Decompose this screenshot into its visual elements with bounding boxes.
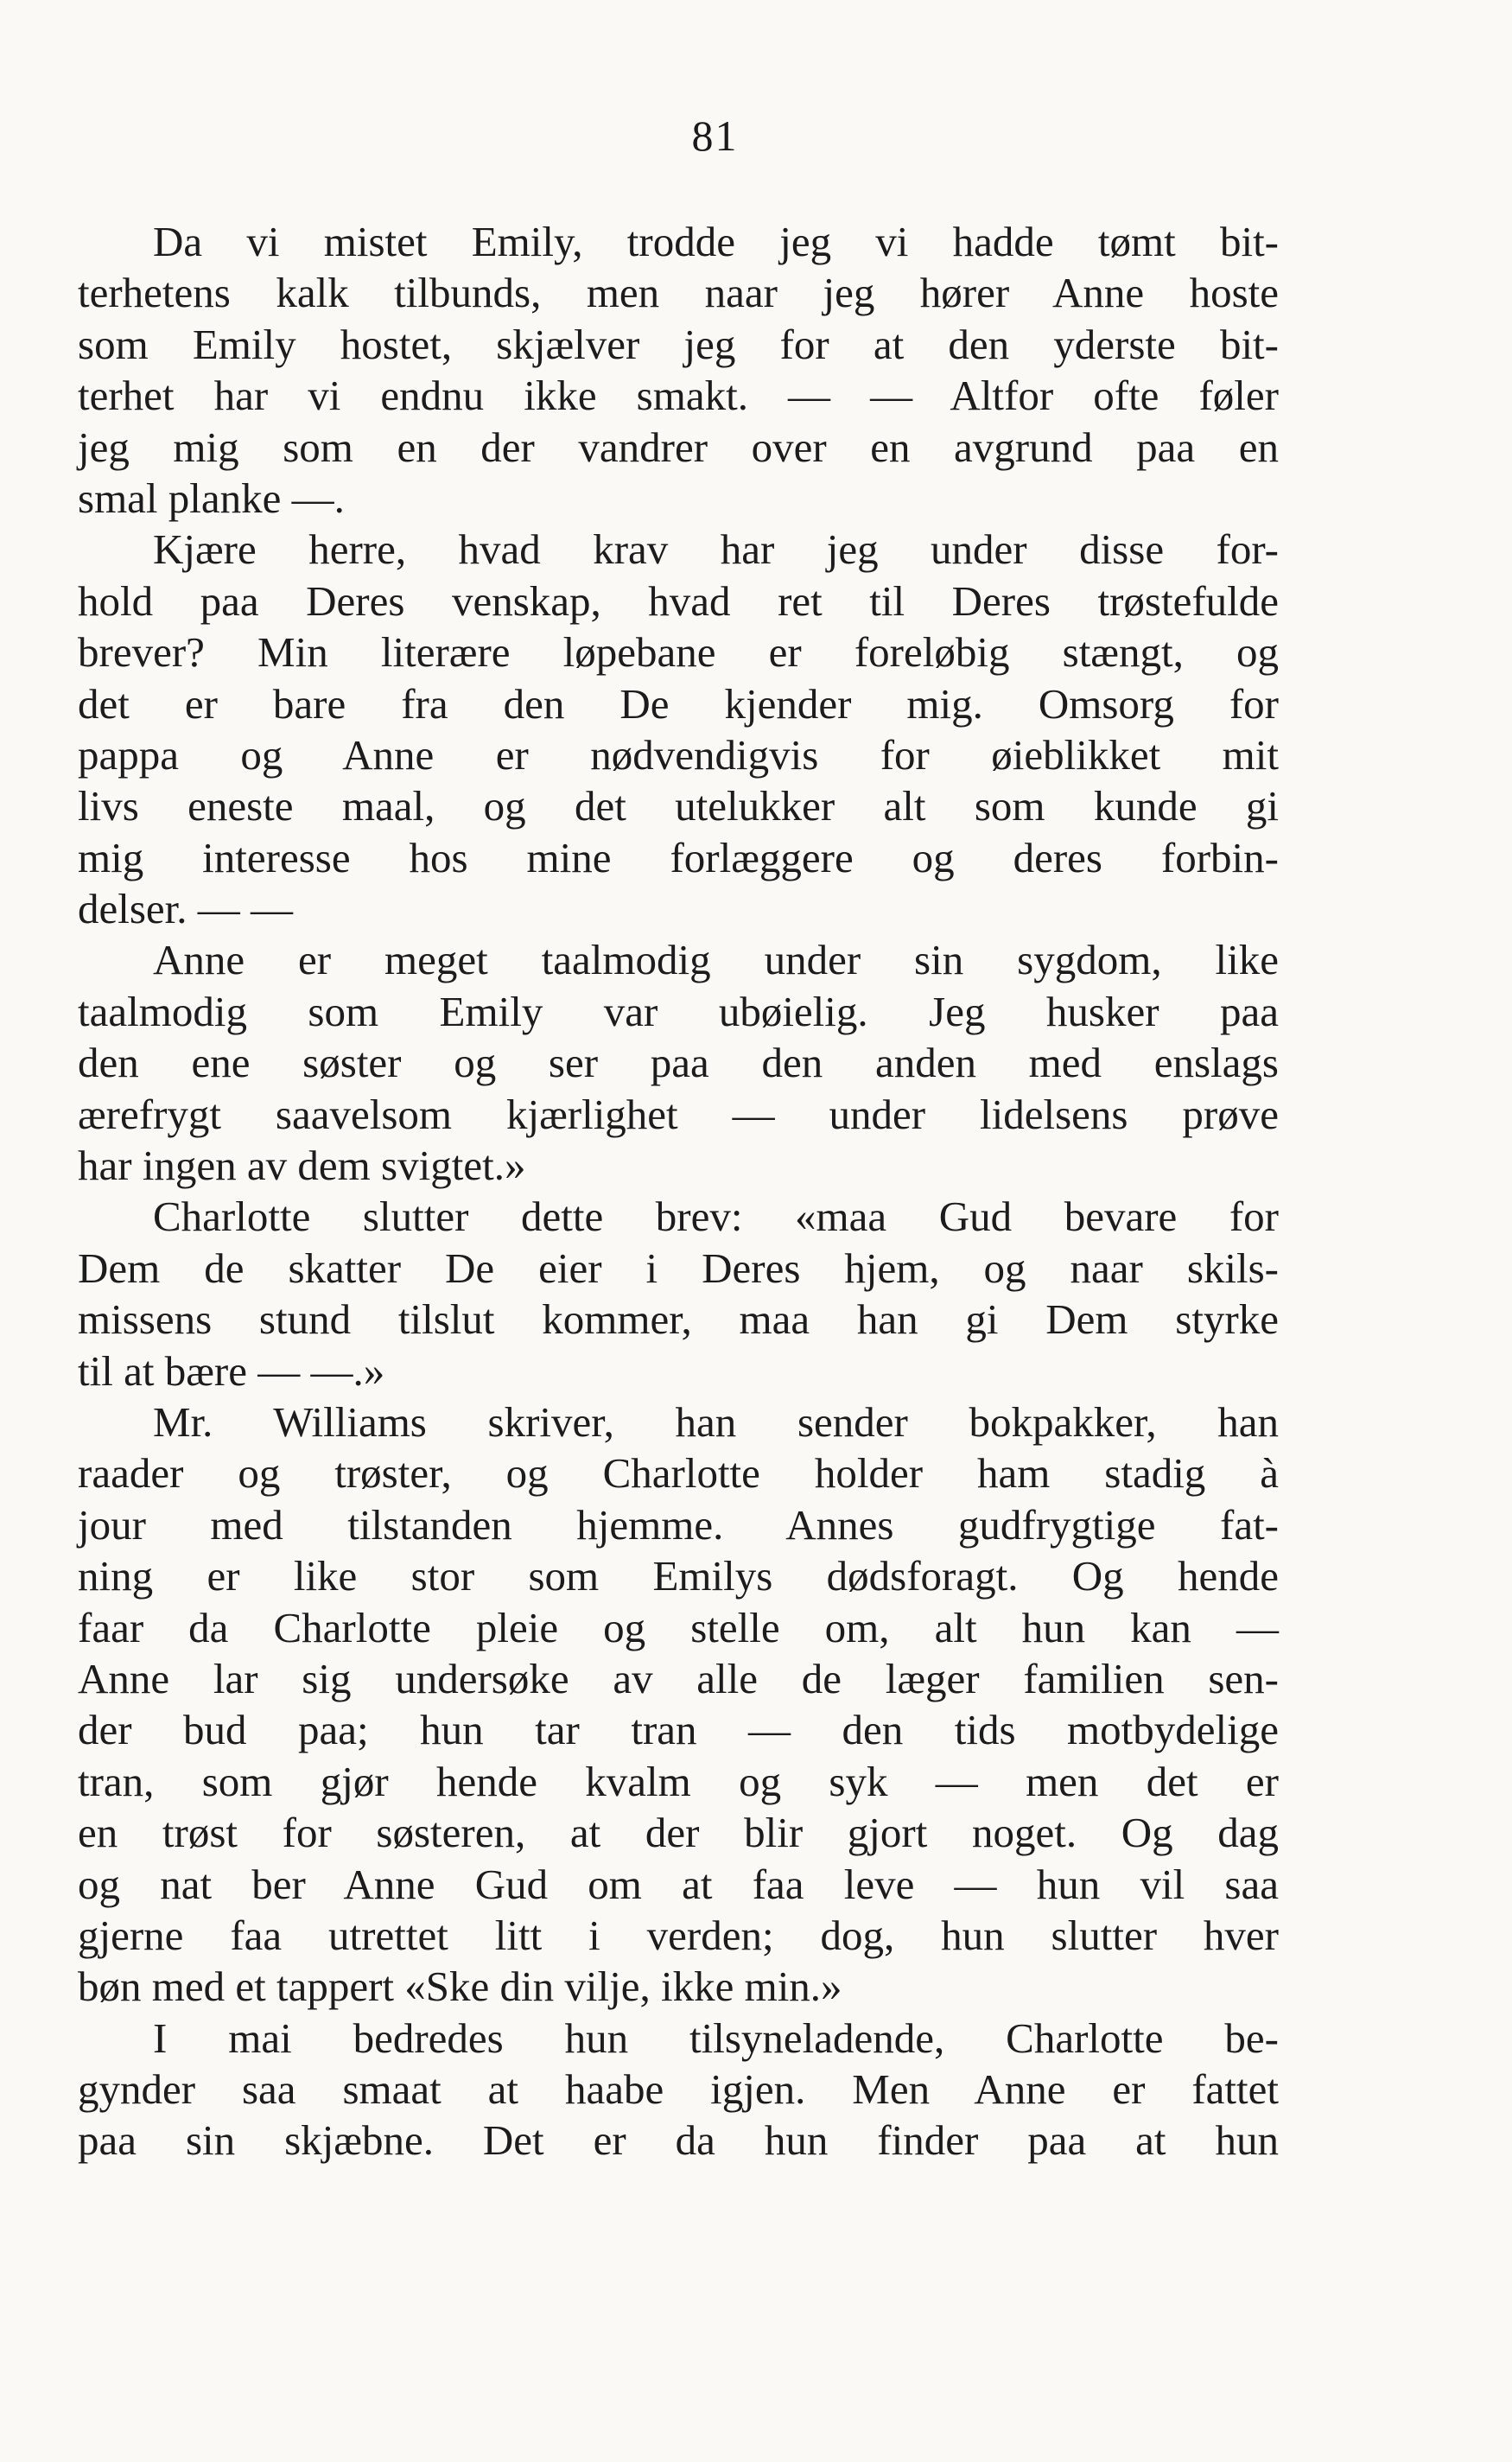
text-line: smal planke —. [78, 474, 345, 522]
text-line: jour med tilstanden hjemme. Annes gudfrygtige fat- [78, 1500, 1279, 1549]
text-line: har ingen av dem svigtet.» [78, 1142, 526, 1190]
text-line: en trøst for søsteren, at der blir gjort noget. Og dag [78, 1809, 1279, 1857]
page-number: 81 [691, 111, 739, 160]
text-line: terhetens kalk tilbunds, men naar jeg hører Anne hoste [78, 269, 1279, 317]
text-line: jeg mig som en der vandrer over en avgrund paa en [78, 423, 1279, 471]
text-line: I mai bedredes hun tilsyneladende, Charlotte be- [153, 2013, 1279, 2062]
text-line: brever? Min literære løpebane er foreløbig stængt, og [78, 628, 1279, 677]
text-line: missens stund tilslut kommer, maa han gi Dem styrke [78, 1295, 1279, 1344]
text-line: Anne er meget taalmodig under sin sygdom, like [153, 936, 1279, 984]
text-line: paa sin skjæbne. Det er da hun finder paa at hun [78, 2116, 1279, 2165]
text-line: terhet har vi endnu ikke smakt. — — Altfor ofte føler [78, 372, 1279, 420]
text-line: Da vi mistet Emily, trodde jeg vi hadde tømt bit- [153, 218, 1279, 265]
text-line: Mr. Williams skriver, han sender bokpakker, han [153, 1397, 1279, 1446]
text-line: det er bare fra den De kjender mig. Omsorg for [78, 679, 1279, 728]
text-line: bøn med et tappert «Ske din vilje, ikke min.» [78, 1963, 842, 2011]
text-line: ning er like stor som Emilys dødsforagt. Og hende [78, 1552, 1279, 1600]
text-line: og nat ber Anne Gud om at faa leve — hun vil saa [78, 1860, 1279, 1908]
text-line: raader og trøster, og Charlotte holder ham stadig à [78, 1449, 1279, 1498]
text-line: gjerne faa utrettet litt i verden; dog, hun slutter hver [78, 1911, 1279, 1959]
text-line: Dem de skatter De eier i Deres hjem, og naar skils- [78, 1244, 1279, 1292]
text-line: pappa og Anne er nødvendigvis for øieblikket mit [78, 730, 1279, 779]
text-line: den ene søster og ser paa den anden med enslags [78, 1039, 1279, 1087]
text-line: taalmodig som Emily var ubøielig. Jeg husker paa [78, 987, 1279, 1035]
text-line: hold paa Deres venskap, hvad ret til Deres trøstefulde [78, 576, 1279, 625]
text-line: livs eneste maal, og det utelukker alt som kunde gi [78, 782, 1279, 830]
text-line: tran, som gjør hende kvalm og syk — men det er [78, 1757, 1279, 1805]
text-line: mig interesse hos mine forlæggere og deres forbin- [78, 833, 1279, 881]
text-line: gynder saa smaat at haabe igjen. Men Anne er fattet [78, 2065, 1279, 2114]
body-text [78, 216, 1279, 2166]
text-line: Charlotte slutter dette brev: «maa Gud bevare for [153, 1193, 1279, 1241]
text-line: som Emily hostet, skjælver jeg for at den yderste bit- [78, 320, 1279, 368]
text-line: ærefrygt saavelsom kjærlighet — under lidelsens prøve [78, 1090, 1279, 1138]
text-line: Anne lar sig undersøke av alle de læger familien sen- [78, 1654, 1279, 1702]
text-line: der bud paa; hun tar tran — den tids motbydelige [78, 1706, 1279, 1754]
text-line: til at bære — —.» [78, 1346, 385, 1395]
text-line: faar da Charlotte pleie og stelle om, alt hun kan — [78, 1603, 1279, 1651]
text-line: Kjære herre, hvad krav har jeg under disse for- [153, 525, 1279, 574]
text-line: delser. — — [78, 885, 294, 933]
